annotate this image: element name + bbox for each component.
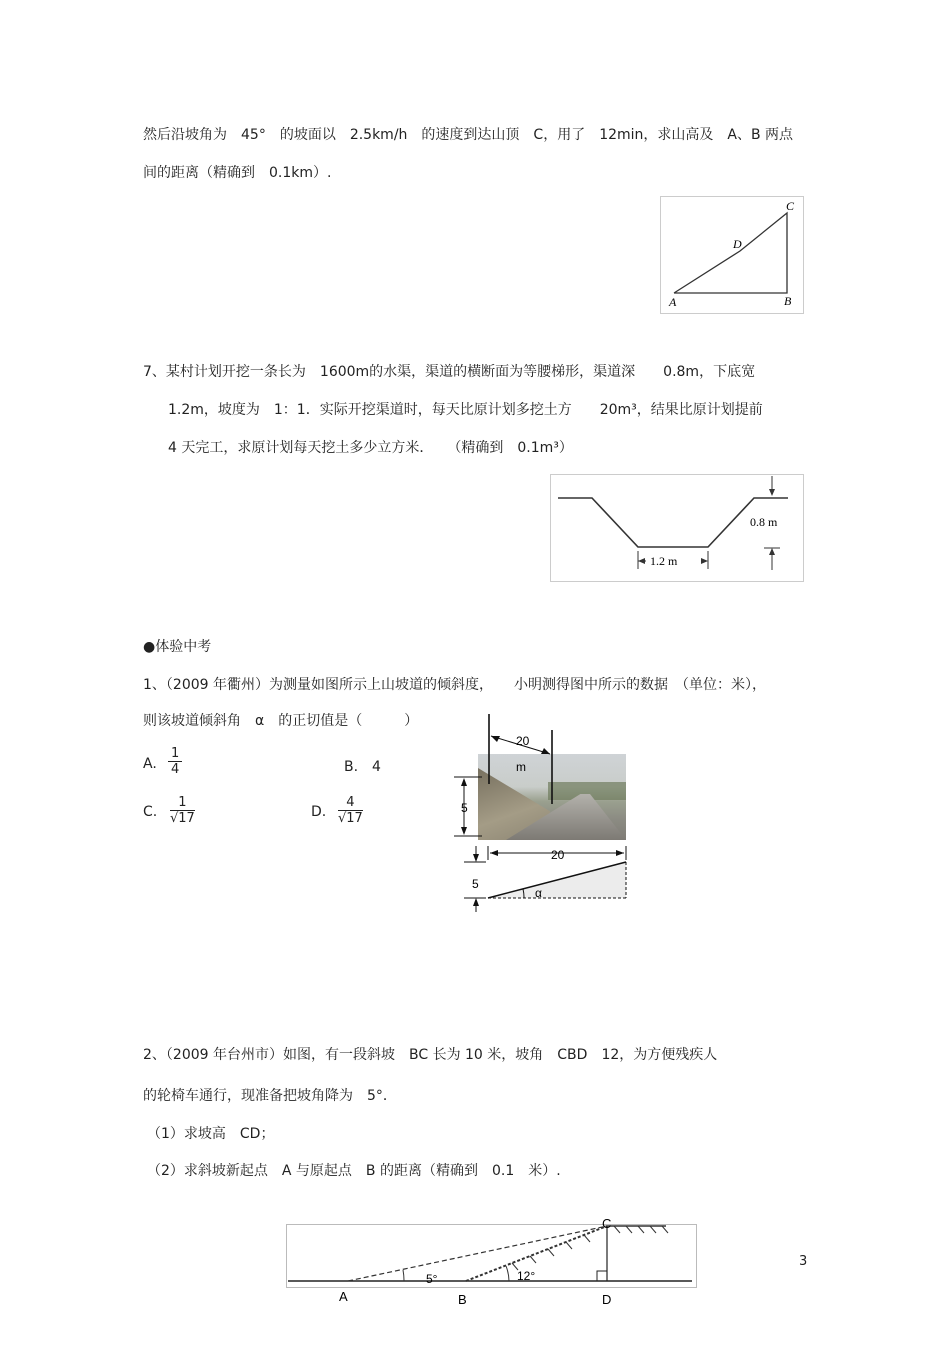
q7-text-line1: 7、某村计划开挖一条长为 1600m的水渠，渠道的横断面为等腰梯形，渠道深 0.8m，下底宽	[143, 364, 756, 380]
section-heading-tiyan-zhongkao: ●体验中考	[143, 639, 212, 655]
e2-label-a: A	[339, 1289, 348, 1304]
e1-option-a-fraction	[168, 746, 182, 777]
e1-option-b: B. 4	[344, 759, 381, 775]
e1-top-height-label: 5	[461, 801, 468, 815]
q7-text-line3: 4 天完工，求原计划每天挖土多少立方米． （精确到 0.1m³）	[168, 440, 573, 456]
e1-top-width-label: 20	[516, 734, 530, 748]
q6-label-b: B	[784, 294, 792, 308]
e1-option-a-label: A.	[143, 756, 157, 772]
e2-angle5-label: 5°	[426, 1272, 438, 1286]
e2-subquestion-2: （2）求斜坡新起点 A 与原起点 B 的距离（精确到 0.1 米）.	[147, 1163, 561, 1179]
e1-text-line1: 1、（2009 年衢州）为测量如图所示上山坡道的倾斜度， 小明测得图中所示的数据 （单位：米），	[143, 677, 766, 693]
e1-top-unit-label: m	[516, 760, 526, 774]
q7-depth-label: 0.8 m	[750, 515, 778, 529]
e1-option-a-denominator: 4	[171, 762, 180, 777]
e1-option-c-numerator: 1	[170, 795, 195, 811]
e1-photo-dimension-overlay	[448, 714, 638, 844]
e1-option-c-fraction	[170, 795, 195, 826]
e1-option-d-numerator: 4	[338, 795, 363, 811]
e1-option-d-fraction	[338, 795, 363, 826]
q6-triangle-figure	[660, 196, 805, 314]
q7-trapezoid-channel-figure	[550, 474, 805, 582]
q6-label-a: A	[669, 295, 677, 309]
e2-label-d: D	[602, 1292, 612, 1307]
e1-option-c-denominator: √17	[170, 811, 195, 826]
e1-option-d-label: D.	[311, 804, 327, 820]
q6-label-c: C	[786, 199, 795, 213]
e1-bottom-height-label: 5	[472, 877, 479, 891]
e2-text-line2: 的轮椅车通行，现准备把坡角降为 5°．	[143, 1088, 397, 1104]
e1-alpha-label: α	[535, 886, 542, 900]
e2-label-c: C	[602, 1216, 612, 1231]
e1-option-a-numerator: 1	[168, 746, 182, 762]
q6-label-d: D	[733, 237, 742, 251]
q7-width-label: 1.2 m	[650, 554, 678, 568]
e1-text-line2: 则该坡道倾斜角 α 的正切值是（ ）	[143, 713, 419, 729]
e2-subquestion-1: （1）求坡高 CD；	[147, 1126, 275, 1142]
q6-text-line2: 间的距离（精确到 0.1km）.	[143, 165, 332, 181]
q7-text-line2: 1.2m，坡度为 1：1．实际开挖渠道时，每天比原计划多挖土方 20m³，结果比原计划提前	[168, 402, 763, 418]
e1-option-d-denominator: √17	[338, 811, 363, 826]
e2-slope-figure	[284, 1212, 704, 1312]
e1-slope-right-triangle-figure	[462, 842, 632, 914]
e2-angle12-label: 12°	[517, 1269, 536, 1283]
q6-text-line1: 然后沿坡角为 45° 的坡面以 2.5km/h 的速度到达山顶 C，用了 12min，求山高及 A、B 两点	[143, 127, 794, 143]
e2-label-b: B	[458, 1292, 467, 1307]
page-number: 3	[799, 1254, 808, 1269]
e1-bottom-width-label: 20	[551, 848, 565, 862]
e1-option-c-label: C.	[143, 804, 158, 820]
e2-text-line1: 2、（2009 年台州市）如图，有一段斜坡 BC 长为 10 米，坡角 CBD 12，为方便残疾人	[143, 1047, 718, 1063]
